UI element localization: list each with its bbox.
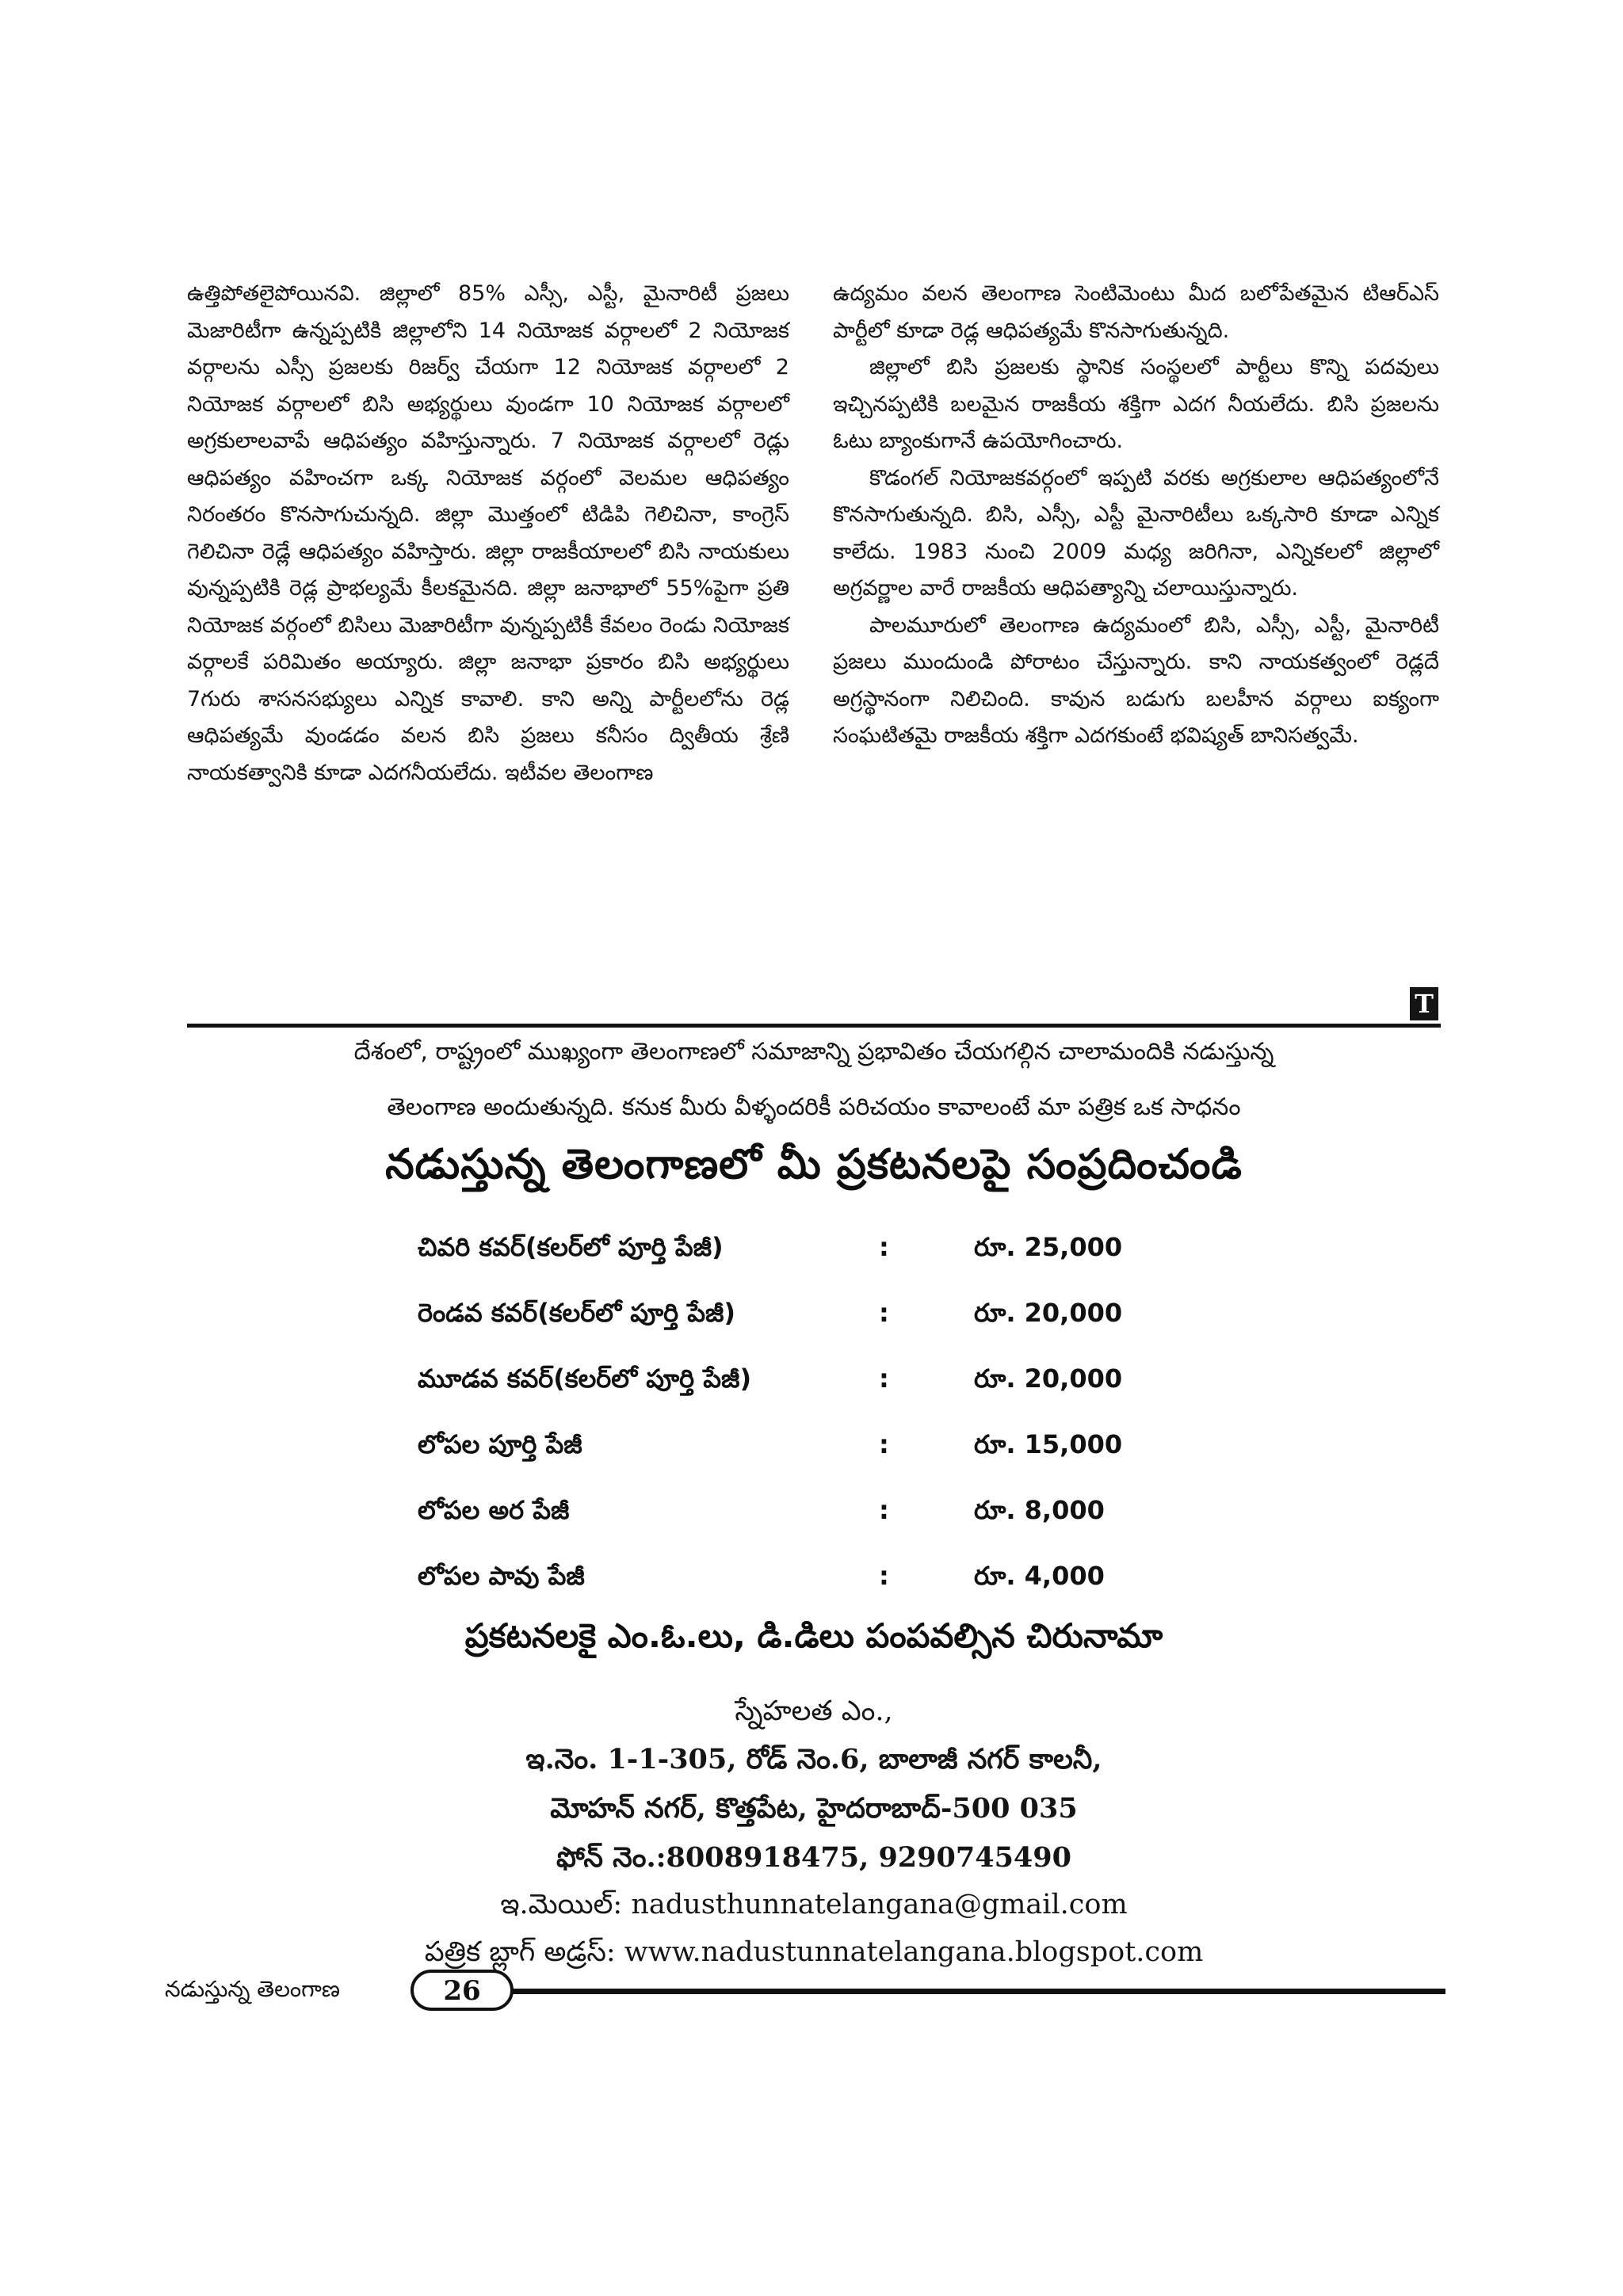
rate-label: రెండవ కవర్(కలర్‌లో పూర్తి పేజీ): [418, 1298, 736, 1328]
article-paragraph: జిల్లాలో బిసి ప్రజలకు స్థానిక సంస్థలలో పార్టీలు కొన్ని పదవులు ఇచ్చినప్పటికి బలమైన రాజకీయ శక్తిగా ఎదగ నీయలేదు. బిసి ప్రజలను ఓటు బ్యాంకుగానే ఉపయోగించారు.: [833, 355, 1439, 453]
rate-price: రూ. 4,000: [974, 1561, 1105, 1591]
rate-label: చివరి కవర్(కలర్‌లో పూర్తి పేజీ): [418, 1232, 724, 1262]
address-blog: పత్రిక బ్లాగ్ అడ్రస్: www.nadustunnatelangana.blogspot.com: [424, 1936, 1204, 1968]
rate-row: [418, 1232, 1210, 1298]
address-line-1: ఇ.నెం. 1-1-305, రోడ్ నెం.6, బాలాజీ నగర్ కాలనీ,: [525, 1743, 1102, 1775]
rate-price: రూ. 20,000: [974, 1298, 1123, 1328]
rate-row: [418, 1429, 1210, 1495]
page-number: 26: [411, 1970, 514, 2011]
address-email: ఇ.మెయిల్: nadusthunnatelangana@gmail.com: [500, 1889, 1128, 1920]
rate-separator: :: [879, 1429, 889, 1459]
article-paragraph: ఉత్తిపోతలైపోయినవి. జిల్లాలో 85% ఎస్సీ, ఎస్టీ, మైనారిటీ ప్రజలు మెజారిటీగా ఉన్నప్పటికి జిల్లాలోని 14 నియోజక వర్గాలలో 2 నియోజక వర్గాలను ఎస్సీ ప్రజలకు రిజర్వ్ చేయగా 12 నియోజక వర్గాలలో 2 నియోజక వర్గాలలో బిసి అభ్యర్థులు వుండగా 10 నియోజక వర్గాలలో అగ్రకులాలవాపే ఆధిపత్యం వహిస్తున్నారు. 7 నియోజక వర్గాలలో రెడ్లు ఆధిపత్యం వహించగా ఒక్క నియోజక వర్గంలో వెలమల ఆధిపత్యం నిరంతరం కొనసాగుచున్నది. జిల్లా మొత్తంలో టిడిపి గెలిచినా, కాంగ్రెస్ గెలిచినా రెడ్లే ఆధిపత్యం వహిస్తారు. జిల్లా రాజకీయాలలో బిసి నాయకులు వున్నప్పటికి రెడ్ల ప్రాభల్యమే కీలకమైనది. జిల్లా జనాభాలో 55%పైగా ప్రతి నియోజక వర్గంలో బిసిలు మెజారిటీగా వున్నప్పటికీ కేవలం రెండు నియోజక వర్గాలకే పరిమితం అయ్యారు. జిల్లా జనాభా ప్రకారం బిసి అభ్యర్థులు 7గురు శాసనసభ్యులు ఎన్నిక కావాలి. కాని అన్ని పార్టీలలోను రెడ్ల ఆధిపత్యమే వుండడం వలన బిసి ప్రజలు కనీసం ద్వితీయ శ్రేణి నాయకత్వానికి కూడా ఎదగనీయలేదు. ఇటీవల తెలంగాణ: [187, 281, 789, 785]
rate-row: [418, 1363, 1210, 1429]
rate-price: రూ. 20,000: [974, 1363, 1123, 1394]
rate-separator: :: [879, 1495, 889, 1525]
footer-magazine-name: నడుస్తున్న తెలంగాణ: [165, 1976, 341, 2002]
article-end-badge: T: [1410, 987, 1438, 1020]
rate-separator: :: [879, 1561, 889, 1591]
rate-separator: :: [879, 1363, 889, 1394]
article-column-right: [833, 276, 1439, 755]
rate-label: లోపల అర పేజీ: [418, 1495, 570, 1525]
ad-intro-line-1: దేశంలో, రాష్ట్రంలో ముఖ్యంగా తెలంగాణలో సమాజాన్ని ప్రభావితం చేయగల్గిన చాలామందికి నడుస్తున్న: [353, 1038, 1274, 1066]
footer-rule: [512, 1989, 1445, 1994]
rate-price: రూ. 25,000: [974, 1232, 1123, 1262]
rate-row: [418, 1495, 1210, 1561]
article-paragraph: ఉద్యమం వలన తెలంగాణ సెంటిమెంటు మీద బలోపేతమైన టిఆర్ఎస్ పార్టీలో కూడా రెడ్ల ఆధిపత్యమే కొనసాగుతున్నది.: [833, 281, 1439, 343]
rate-label: లోపల పావు పేజీ: [418, 1561, 585, 1591]
address-heading: ప్రకటనలకై ఎం.ఓ.లు, డి.డిలు పంపవల్సిన చిరునామా: [464, 1616, 1163, 1655]
article-paragraph: పాలమూరులో తెలంగాణ ఉద్యమంలో బిసి, ఎస్సీ, ఎస్టీ, మైనారిటీ ప్రజలు ముందుండి పోరాటం చేస్తున్నారు. కాని నాయకత్వంలో రెడ్లదే అగ్రస్థానంగా నిలిచింది. కావున బడుగు బలహీన వర్గాలు ఐక్యంగా సంఘటితమై రాజకీయ శక్తిగా ఎదగకుంటే భవిష్యత్ బానిసత్వమే.: [833, 612, 1439, 748]
rate-separator: :: [879, 1298, 889, 1328]
page-footer: [165, 1970, 1449, 2017]
ad-intro-line-2: తెలంగాణ అందుతున్నది. కనుక మీరు వీళ్ళందరికీ పరిచయం కావాలంటే మా పత్రిక ఒక సాధనం: [387, 1093, 1241, 1121]
address-line-2: మోహన్ నగర్, కొత్తపేట, హైదరాబాద్-500 035: [550, 1792, 1078, 1825]
rate-label: మూడవ కవర్(కలర్‌లో పూర్తి పేజీ): [418, 1363, 752, 1394]
rate-price: రూ. 15,000: [974, 1429, 1123, 1459]
section-divider: [187, 1024, 1441, 1028]
rate-price: రూ. 8,000: [974, 1495, 1105, 1525]
ad-headline: నడుస్తున్న తెలంగాణలో మీ ప్రకటనలపై సంప్రదించండి: [385, 1141, 1243, 1188]
address-name: స్నేహలత ఎం.,: [735, 1695, 893, 1727]
ad-rate-table: [418, 1232, 1210, 1627]
rate-row: [418, 1298, 1210, 1363]
article-paragraph: కొడంగల్ నియోజకవర్గంలో ఇప్పటి వరకు అగ్రకులాల ఆధిపత్యంలోనే కొనసాగుతున్నది. బిసి, ఎస్సీ, ఎస్టీ మైనారిటీలు ఒక్కసారి కూడా ఎన్నిక కాలేదు. 1983 నుంచి 2009 మధ్య జరిగినా, ఎన్నికలలో జిల్లాలో అగ్రవర్ణాల వారే రాజకీయ ఆధిపత్యాన్ని చలాయిస్తున్నారు.: [833, 465, 1439, 601]
rate-separator: :: [879, 1232, 889, 1262]
address-phone: ఫోన్ నెం.:8008918475, 9290745490: [556, 1841, 1071, 1874]
rate-label: లోపల పూర్తి పేజీ: [418, 1429, 582, 1459]
article-column-left: [187, 276, 789, 791]
article-columns: [187, 276, 1439, 1020]
